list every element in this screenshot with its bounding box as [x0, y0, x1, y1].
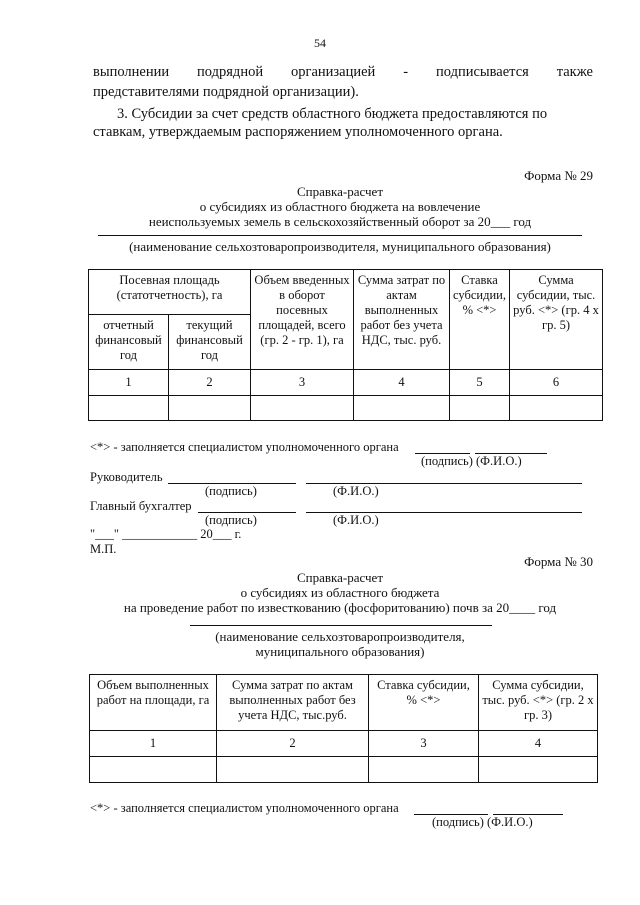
form-29-name-caption: (наименование сельхозтоваропроизводителя, муниципального образования)	[129, 239, 551, 254]
intro-word: организацией	[291, 64, 376, 80]
empty-cell[interactable]	[510, 396, 603, 421]
form-29-label: Форма № 29	[524, 168, 593, 183]
paragraph-3-line-1: 3. Субсидии за счет средств областного бюджета предоставляются по	[117, 106, 548, 122]
form-29-footnote: <*> - заполняется специалистом уполномоченного органа	[90, 440, 399, 454]
form-30-name-caption-2: муниципального образования)	[255, 644, 425, 659]
form-29-subtitle-period: неиспользуемых земель в сельскохозяйственный оборот за 20___ год	[148, 214, 532, 229]
head-label: Руководитель	[90, 470, 163, 484]
empty-cell[interactable]	[89, 396, 169, 421]
header-prev-year: отчетный финансовый год	[89, 315, 169, 370]
header-costs: Сумма затрат по актам выполненных работ без учета НДС, тыс.руб.	[217, 675, 369, 731]
form-30-title: Справка-расчет	[296, 570, 384, 585]
intro-word: подрядной	[197, 64, 264, 80]
column-number: 2	[217, 731, 369, 757]
footnote-sign-caption: (подпись) (Ф.И.О.)	[432, 815, 533, 829]
form-30-name-caption: (наименование сельхозтоваропроизводителя,	[215, 629, 465, 644]
paragraph-3-line-2: ставкам, утверждаемым распоряжением уполномоченного органа.	[93, 124, 503, 140]
header-volume: Объем введенных в оборот посевных площадей, всего (гр. 2 - гр. 1), га	[251, 270, 354, 370]
empty-cell[interactable]	[251, 396, 354, 421]
footnote-sign-caption: (подпись) (Ф.И.О.)	[421, 454, 522, 468]
header-costs: Сумма затрат по актам выполненных работ без учета НДС, тыс. руб.	[354, 270, 450, 370]
column-number: 1	[89, 370, 169, 396]
header-subsidy-sum: Сумма субсидии, тыс. руб. <*> (гр. 4 x гр. 5)	[510, 270, 603, 370]
form-30-label: Форма № 30	[524, 554, 593, 569]
intro-word: -	[403, 64, 409, 80]
chief-accountant-label: Главный бухгалтер	[90, 499, 192, 513]
head-fio-caption: (Ф.И.О.)	[333, 484, 379, 498]
form-30-table	[89, 674, 598, 783]
intro-word: также	[556, 64, 593, 80]
header-sown-area: Посевная площадь (статотчетность), га	[89, 270, 251, 315]
header-rate: Ставка субсидии, % <*>	[450, 270, 510, 370]
column-number: 4	[354, 370, 450, 396]
column-number: 6	[510, 370, 603, 396]
empty-cell[interactable]	[217, 757, 369, 783]
form-30-footnote: <*> - заполняется специалистом уполномоченного органа	[90, 801, 399, 815]
column-number: 1	[90, 731, 217, 757]
date-line: "___" ____________ 20___ г.	[90, 527, 242, 541]
intro-word: выполнении	[93, 64, 170, 80]
header-rate: Ставка субсидии, % <*>	[369, 675, 479, 731]
form-30-subtitle-period: на проведение работ по известкованию (фосфоритованию) почв за 20____ год	[123, 600, 557, 615]
form-29-table	[88, 269, 603, 421]
empty-cell[interactable]	[169, 396, 251, 421]
column-number: 3	[251, 370, 354, 396]
header-volume: Объем выполненных работ на площади, га	[90, 675, 217, 731]
form-30-subtitle: о субсидиях из областного бюджета	[240, 585, 440, 600]
empty-cell[interactable]	[90, 757, 217, 783]
column-number: 5	[450, 370, 510, 396]
accountant-fio-caption: (Ф.И.О.)	[333, 513, 379, 527]
empty-cell[interactable]	[479, 757, 598, 783]
stamp-place: М.П.	[90, 542, 117, 556]
header-current-year: текущий финансовый год	[169, 315, 251, 370]
name-underline	[190, 625, 492, 626]
page-number: 54	[314, 36, 326, 50]
intro-line-2: представителями подрядной организации).	[93, 84, 359, 100]
form-29-title: Справка-расчет	[296, 184, 384, 199]
accountant-signature-caption: (подпись)	[205, 513, 257, 527]
name-underline	[98, 235, 582, 236]
empty-cell[interactable]	[354, 396, 450, 421]
column-number: 3	[369, 731, 479, 757]
header-subsidy-sum: Сумма субсидии, тыс. руб. <*> (гр. 2 x гр. 3)	[479, 675, 598, 731]
intro-word: подписывается	[435, 64, 529, 80]
empty-cell[interactable]	[450, 396, 510, 421]
column-number: 2	[169, 370, 251, 396]
intro-line-1	[93, 64, 593, 81]
column-number: 4	[479, 731, 598, 757]
form-29-subtitle: о субсидиях из областного бюджета на вовлечение	[199, 199, 481, 214]
head-signature-caption: (подпись)	[205, 484, 257, 498]
empty-cell[interactable]	[369, 757, 479, 783]
